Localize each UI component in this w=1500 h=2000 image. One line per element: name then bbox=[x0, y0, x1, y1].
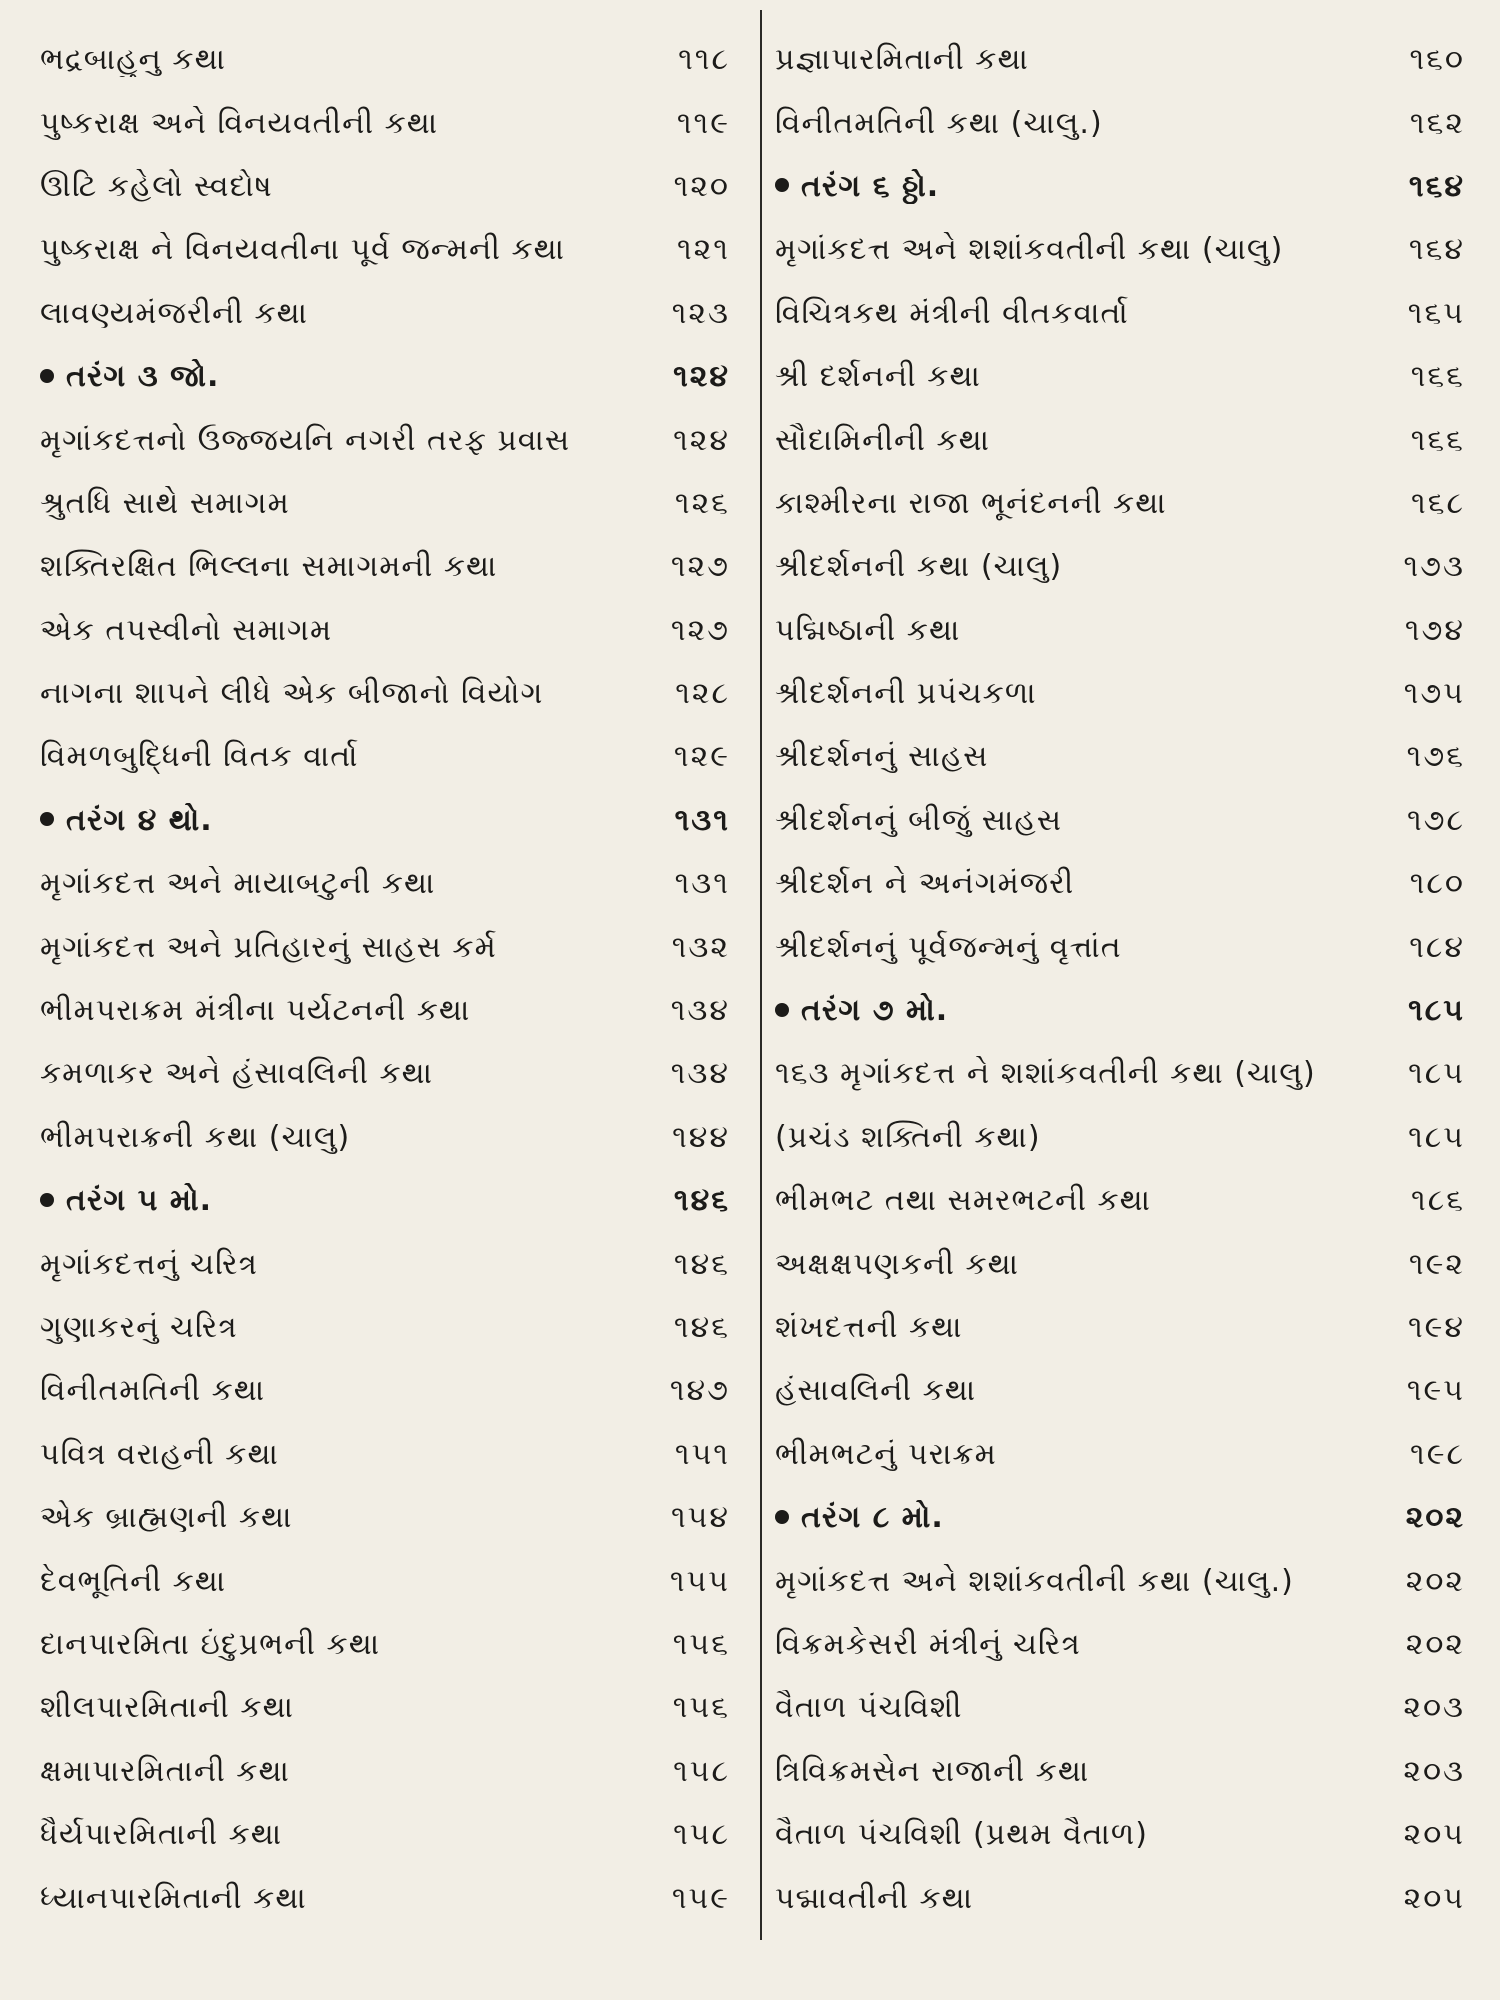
entry-title-text: શ્રીદર્શનનું પૂર્વજન્મનું વૃત્તાંત bbox=[775, 929, 1122, 965]
entry-title-text: પ્રજ્ઞાપારમિતાની કથા bbox=[775, 42, 1029, 78]
section-heading-row bbox=[775, 155, 1465, 218]
contents-entry bbox=[775, 662, 1465, 725]
section-heading-row bbox=[40, 789, 730, 852]
entry-page-number: ૧૩૧ bbox=[674, 866, 730, 902]
entry-page-number: ૨૦૫ bbox=[1403, 1817, 1465, 1853]
entry-title bbox=[775, 1120, 1041, 1155]
entry-title-text: કાશ્મીરના રાજા ભૂનંદનની કથા bbox=[775, 485, 1167, 521]
entry-title bbox=[40, 106, 438, 141]
entry-page-number: ૧૮૫ bbox=[1408, 1056, 1465, 1092]
entry-page-number: ૧૫૬ bbox=[672, 1690, 730, 1726]
contents-entry bbox=[775, 1169, 1465, 1232]
entry-page-number: ૧૫૫ bbox=[669, 1563, 730, 1599]
contents-entry bbox=[775, 1423, 1465, 1486]
entry-title bbox=[775, 1373, 976, 1408]
contents-entry bbox=[775, 1866, 1465, 1929]
entry-page-number: ૧૬૫ bbox=[1407, 295, 1465, 331]
entry-title-text: વૈતાળ પંચવિશી (પ્રથમ વૈતાળ) bbox=[775, 1817, 1148, 1853]
entry-title-text: ગુણાકરનું ચરિત્ર bbox=[40, 1310, 238, 1345]
entry-page-number: ૧૮૬ bbox=[1411, 1183, 1465, 1219]
entry-title bbox=[775, 1183, 1151, 1218]
entry-title bbox=[775, 106, 1103, 141]
entry-page-number: ૧૪૬ bbox=[673, 1246, 730, 1282]
section-heading-title bbox=[775, 169, 939, 204]
entry-title-text: વિચિત્રકથ મંત્રીની વીતકવાર્તા bbox=[775, 295, 1129, 331]
entry-page-number: ૧૩૪ bbox=[670, 1056, 730, 1092]
entry-title bbox=[775, 42, 1029, 77]
entry-page-number: ૧૪૭ bbox=[669, 1373, 730, 1409]
section-heading-row bbox=[775, 1486, 1465, 1549]
contents-entry bbox=[40, 155, 730, 218]
entry-title-text: મૃગાંકદત્ત અને માયાબટુની કથા bbox=[40, 866, 436, 902]
contents-entry bbox=[775, 218, 1465, 281]
entry-title bbox=[40, 1690, 294, 1725]
entry-title bbox=[40, 169, 273, 204]
entry-title bbox=[40, 676, 543, 711]
contents-entry bbox=[40, 1042, 730, 1105]
contents-entry bbox=[40, 599, 730, 662]
entry-title bbox=[40, 1120, 350, 1155]
entry-title-text: વિમળબુદ્ધિની વિતક વાર્તા bbox=[40, 739, 359, 775]
entry-page-number: ૧૮૪ bbox=[1409, 929, 1465, 965]
contents-entry bbox=[775, 725, 1465, 788]
entry-title-text: દેવભૂતિની કથા bbox=[40, 1563, 227, 1599]
entry-title bbox=[775, 930, 1122, 965]
entry-page-number: ૧૮૦ bbox=[1409, 866, 1465, 902]
contents-entry bbox=[40, 1359, 730, 1422]
contents-entry bbox=[40, 1106, 730, 1169]
entry-title-text: તરંગ ૪ થો. bbox=[66, 802, 213, 838]
entry-page-number: ૨૦૫ bbox=[1403, 1880, 1465, 1916]
entry-title-text: તરંગ ૮ મો. bbox=[801, 1500, 944, 1536]
entry-title-text: પદ્માવતીની કથા bbox=[775, 1880, 974, 1916]
entry-title-text: પુષ્કરાક્ષ ને વિનયવતીના પૂર્વ જન્મની કથા bbox=[40, 232, 565, 268]
entry-title-text: ક્ષમાપારમિતાની કથા bbox=[40, 1753, 290, 1789]
entry-title bbox=[40, 1437, 279, 1472]
contents-entry bbox=[40, 218, 730, 281]
entry-title bbox=[775, 1690, 963, 1725]
contents-entry bbox=[40, 725, 730, 788]
entry-title-text: ઊટિ કહેલો સ્વદોષ bbox=[40, 168, 273, 204]
entry-title-text: ૧૬૩ મૃગાંકદત્ત ને શશાંકવતીની કથા (ચાલુ) bbox=[775, 1056, 1316, 1092]
section-heading-title bbox=[775, 1500, 944, 1535]
contents-entry bbox=[775, 1803, 1465, 1866]
entry-title-text: લાવણ્યમંજરીની કથા bbox=[40, 295, 309, 331]
entry-title bbox=[775, 486, 1167, 521]
entry-page-number: ૧૮૫ bbox=[1408, 993, 1465, 1029]
entry-title-text: શ્રી દર્શનની કથા bbox=[775, 359, 981, 395]
entry-title-text: ભીમભટ તથા સમરભટની કથા bbox=[775, 1183, 1151, 1219]
entry-title bbox=[775, 613, 960, 648]
contents-entry bbox=[40, 472, 730, 535]
entry-title bbox=[40, 1310, 238, 1345]
entry-title bbox=[40, 1247, 258, 1282]
entry-title bbox=[775, 423, 990, 458]
entry-page-number: ૧૭૮ bbox=[1406, 802, 1465, 838]
contents-entry bbox=[775, 1359, 1465, 1422]
entry-title-text: (પ્રચંડ શક્તિની કથા) bbox=[775, 1119, 1041, 1155]
entry-title-text: એક બ્રાહ્મણની કથા bbox=[40, 1500, 293, 1536]
contents-entry bbox=[40, 1232, 730, 1295]
contents-entry bbox=[775, 1549, 1465, 1612]
entry-title bbox=[40, 930, 497, 965]
entry-title bbox=[40, 423, 570, 458]
contents-entry bbox=[775, 915, 1465, 978]
entry-title-text: વિનીતમતિની કથા bbox=[40, 1373, 266, 1409]
entry-title-text: સૌદામિનીની કથા bbox=[775, 422, 991, 458]
entry-title bbox=[775, 676, 1037, 711]
entry-title-text: શક્તિરક્ષિત ભિલ્લના સમાગમની કથા bbox=[40, 549, 498, 585]
entry-title-text: શ્રુતધિ સાથે સમાગમ bbox=[40, 485, 290, 521]
contents-entry bbox=[40, 1423, 730, 1486]
entry-title-text: દાનપારમિતા ઇંદુપ્રભની કથા bbox=[40, 1626, 381, 1662]
contents-entry bbox=[775, 535, 1465, 598]
entry-title-text: ભીમપરાક્રમ મંત્રીના પર્યટનની કથા bbox=[40, 993, 471, 1029]
contents-entry bbox=[40, 1803, 730, 1866]
entry-page-number: ૧૫૮ bbox=[673, 1817, 730, 1853]
entry-page-number: ૧૬૨ bbox=[1409, 105, 1465, 141]
contents-entry bbox=[775, 789, 1465, 852]
entry-title-text: હંસાવલિની કથા bbox=[775, 1373, 977, 1409]
entry-title-text: નાગના શાપને લીધે એક બીજાનો વિયોગ bbox=[40, 676, 544, 712]
section-heading-row bbox=[40, 345, 730, 408]
entry-page-number: ૧૨૬ bbox=[674, 485, 730, 521]
contents-entry bbox=[775, 1740, 1465, 1803]
entry-title-text: ભદ્રબાહુનુ કથા bbox=[40, 42, 226, 78]
contents-entry bbox=[40, 1866, 730, 1929]
entry-title bbox=[40, 1881, 307, 1916]
entry-page-number: ૧૬૪ bbox=[1408, 232, 1465, 268]
bullet-icon bbox=[775, 178, 789, 192]
entry-title-text: તરંગ ૭ મો. bbox=[801, 993, 949, 1029]
entry-title bbox=[775, 232, 1283, 267]
entry-page-number: ૧૫૬ bbox=[672, 1626, 730, 1662]
entry-page-number: ૧૫૯ bbox=[671, 1880, 730, 1916]
entry-page-number: ૧૩૨ bbox=[671, 929, 730, 965]
entry-page-number: ૧૭૬ bbox=[1406, 739, 1465, 775]
entry-page-number: ૧૩૪ bbox=[670, 993, 730, 1029]
contents-entry bbox=[40, 91, 730, 154]
entry-page-number: ૧૨૭ bbox=[670, 549, 730, 585]
entry-page-number: ૧૨૧ bbox=[676, 232, 730, 268]
contents-entry bbox=[40, 282, 730, 345]
entry-page-number: ૧૯૫ bbox=[1406, 1373, 1465, 1409]
entry-title bbox=[40, 1754, 290, 1789]
entry-page-number: ૨૦૨ bbox=[1405, 1500, 1465, 1536]
contents-entry bbox=[40, 662, 730, 725]
entry-title bbox=[775, 1056, 1316, 1091]
entry-title-text: વૈતાળ પંચવિશી bbox=[775, 1690, 963, 1726]
entry-page-number: ૨૦૨ bbox=[1405, 1563, 1465, 1599]
contents-entry bbox=[775, 1296, 1465, 1359]
entry-page-number: ૨૦૩ bbox=[1403, 1690, 1465, 1726]
entry-page-number: ૧૯૪ bbox=[1407, 1310, 1465, 1345]
entry-title bbox=[775, 1881, 973, 1916]
entry-page-number: ૧૬૦ bbox=[1409, 42, 1465, 78]
entry-title-text: શ્રીદર્શનનું સાહસ bbox=[775, 739, 989, 775]
entry-title bbox=[775, 1247, 1019, 1282]
contents-left-column bbox=[40, 28, 730, 1930]
entry-title bbox=[775, 1754, 1089, 1789]
entry-title-text: તરંગ ૬ ઠ્ઠો. bbox=[801, 168, 940, 204]
contents-entry bbox=[40, 1676, 730, 1739]
section-heading-title bbox=[40, 1183, 212, 1218]
contents-entry bbox=[40, 1296, 730, 1359]
contents-entry bbox=[40, 408, 730, 471]
entry-title bbox=[40, 1817, 282, 1852]
contents-entry bbox=[775, 91, 1465, 154]
entry-title bbox=[775, 1564, 1294, 1599]
entry-title bbox=[40, 1373, 265, 1408]
entry-page-number: ૧૭૪ bbox=[1404, 612, 1465, 648]
entry-title bbox=[40, 613, 332, 648]
entry-title-text: મૃગાંકદત્ત અને પ્રતિહારનું સાહસ કર્મ bbox=[40, 929, 497, 965]
contents-entry bbox=[40, 852, 730, 915]
entry-page-number: ૧૨૦ bbox=[673, 168, 730, 204]
entry-title bbox=[40, 232, 565, 267]
entry-page-number: ૧૫૪ bbox=[670, 1500, 730, 1536]
entry-page-number: ૧૬૬ bbox=[1410, 422, 1465, 458]
entry-title bbox=[40, 549, 497, 584]
section-heading-row bbox=[40, 1169, 730, 1232]
entry-title-text: વિનીતમતિની કથા (ચાલુ.) bbox=[775, 105, 1103, 141]
entry-title bbox=[40, 1056, 433, 1091]
contents-entry bbox=[775, 1232, 1465, 1295]
entry-page-number: ૧૫૮ bbox=[673, 1753, 730, 1789]
entry-title-text: વિક્રમકેસરી મંત્રીનું ચરિત્ર bbox=[775, 1626, 1081, 1662]
contents-entry bbox=[775, 1106, 1465, 1169]
entry-title bbox=[775, 866, 1074, 901]
contents-entry bbox=[40, 1740, 730, 1803]
contents-entry bbox=[775, 1042, 1465, 1105]
entry-title-text: ધૈર્યપારમિતાની કથા bbox=[40, 1817, 283, 1853]
contents-entry bbox=[775, 852, 1465, 915]
entry-page-number: ૧૬૬ bbox=[1410, 359, 1465, 395]
entry-title-text: મૃગાંકદત્ત અને શશાંકવતીની કથા (ચાલુ.) bbox=[775, 1563, 1294, 1599]
entry-page-number: ૧૬૪ bbox=[1408, 168, 1465, 204]
bullet-icon bbox=[40, 369, 54, 383]
entry-title bbox=[775, 1437, 997, 1472]
entry-page-number: ૧૫૧ bbox=[674, 1436, 730, 1472]
entry-title bbox=[40, 739, 359, 774]
contents-entry bbox=[775, 282, 1465, 345]
column-divider bbox=[760, 10, 762, 1940]
contents-entry bbox=[40, 979, 730, 1042]
section-heading-row bbox=[775, 979, 1465, 1042]
entry-title-text: એક તપસ્વીનો સમાગમ bbox=[40, 612, 333, 648]
entry-page-number: ૧૮૫ bbox=[1408, 1119, 1465, 1155]
bullet-icon bbox=[40, 1193, 54, 1207]
entry-title-text: શીલપારમિતાની કથા bbox=[40, 1690, 294, 1726]
entry-title-text: ત્રિવિક્રમસેન રાજાની કથા bbox=[775, 1753, 1090, 1789]
entry-title bbox=[775, 1817, 1148, 1852]
entry-title bbox=[775, 1310, 963, 1345]
entry-page-number: ૧૭૩ bbox=[1403, 549, 1465, 585]
entry-page-number: ૧૭૫ bbox=[1403, 676, 1465, 712]
contents-entry bbox=[40, 1486, 730, 1549]
contents-entry bbox=[775, 472, 1465, 535]
entry-title bbox=[40, 1627, 380, 1662]
entry-title-text: અક્ષક્ષપણકની કથા bbox=[775, 1246, 1020, 1282]
entry-title bbox=[40, 1500, 292, 1535]
entry-page-number: ૧૯૮ bbox=[1410, 1436, 1465, 1472]
entry-page-number: ૧૯૨ bbox=[1408, 1246, 1465, 1282]
entry-page-number: ૧૨૮ bbox=[675, 676, 730, 712]
entry-title bbox=[40, 486, 290, 521]
contents-entry bbox=[775, 1676, 1465, 1739]
entry-title-text: શંખદત્તની કથા bbox=[775, 1310, 963, 1345]
entry-page-number: ૧૨૩ bbox=[671, 295, 730, 331]
entry-title bbox=[775, 1627, 1081, 1662]
entry-title bbox=[40, 993, 470, 1028]
contents-entry bbox=[40, 1613, 730, 1676]
contents-entry bbox=[40, 1549, 730, 1612]
entry-page-number: ૧૩૧ bbox=[674, 802, 730, 838]
entry-title-text: શ્રીદર્શનનું બીજું સાહસ bbox=[775, 802, 1063, 838]
entry-page-number: ૧૧૯ bbox=[676, 105, 730, 141]
contents-right-column bbox=[775, 28, 1465, 1930]
contents-entry bbox=[775, 345, 1465, 408]
entry-title bbox=[775, 739, 988, 774]
entry-title bbox=[40, 866, 435, 901]
entry-title bbox=[40, 1564, 226, 1599]
entry-title-text: મૃગાંકદત્ત અને શશાંકવતીની કથા (ચાલુ) bbox=[775, 232, 1284, 268]
bullet-icon bbox=[40, 812, 54, 826]
entry-title bbox=[775, 296, 1129, 331]
entry-title-text: તરંગ ૩ જો. bbox=[66, 359, 220, 395]
entry-title-text: શ્રીદર્શનની કથા (ચાલુ) bbox=[775, 549, 1063, 585]
entry-title-text: કમળાકર અને હંસાવલિની કથા bbox=[40, 1056, 434, 1092]
entry-title bbox=[775, 549, 1062, 584]
entry-page-number: ૧૨૪ bbox=[673, 422, 730, 458]
entry-page-number: ૧૧૮ bbox=[678, 42, 730, 78]
entry-title bbox=[40, 42, 226, 77]
entry-page-number: ૧૨૪ bbox=[673, 359, 730, 395]
section-heading-title bbox=[40, 359, 219, 394]
contents-entry bbox=[40, 915, 730, 978]
entry-page-number: ૧૨૯ bbox=[673, 739, 730, 775]
entry-page-number: ૧૬૮ bbox=[1411, 485, 1465, 521]
entry-title bbox=[775, 803, 1062, 838]
contents-entry bbox=[775, 599, 1465, 662]
entry-title-text: શ્રીદર્શન ને અનંગમંજરી bbox=[775, 866, 1075, 902]
entry-title-text: મૃગાંકદત્તનું ચરિત્ર bbox=[40, 1246, 258, 1282]
entry-title-text: તરંગ ૫ મો. bbox=[66, 1183, 212, 1219]
contents-entry bbox=[40, 28, 730, 91]
contents-entry bbox=[775, 408, 1465, 471]
entry-page-number: ૧૪૪ bbox=[672, 1119, 730, 1155]
contents-entry bbox=[775, 1613, 1465, 1676]
entry-title-text: પવિત્ર વરાહની કથા bbox=[40, 1436, 279, 1472]
entry-title-text: પુષ્કરાક્ષ અને વિનયવતીની કથા bbox=[40, 105, 439, 141]
entry-title-text: ભીમપરાક્રની કથા (ચાલુ) bbox=[40, 1119, 351, 1155]
contents-entry bbox=[40, 535, 730, 598]
bullet-icon bbox=[775, 1510, 789, 1524]
entry-page-number: ૨૦૩ bbox=[1403, 1753, 1465, 1789]
entry-page-number: ૧૪૬ bbox=[673, 1310, 730, 1345]
entry-page-number: ૧૪૬ bbox=[673, 1183, 730, 1219]
bullet-icon bbox=[775, 1003, 789, 1017]
entry-title bbox=[775, 359, 981, 394]
section-heading-title bbox=[775, 993, 948, 1028]
entry-title-text: શ્રીદર્શનની પ્રપંચકળા bbox=[775, 676, 1037, 712]
contents-entry bbox=[775, 28, 1465, 91]
entry-title-text: ધ્યાનપારમિતાની કથા bbox=[40, 1880, 307, 1916]
entry-page-number: ૧૨૭ bbox=[670, 612, 730, 648]
entry-title-text: પદ્મિષ્ઠાની કથા bbox=[775, 612, 961, 648]
section-heading-title bbox=[40, 803, 213, 838]
entry-title-text: મૃગાંકદત્તનો ઉજ્જયનિ નગરી તરફ પ્રવાસ bbox=[40, 422, 571, 458]
entry-title-text: ભીમભટનું પરાક્રમ bbox=[775, 1436, 997, 1472]
entry-page-number: ૨૦૨ bbox=[1405, 1626, 1465, 1662]
entry-title bbox=[40, 296, 308, 331]
